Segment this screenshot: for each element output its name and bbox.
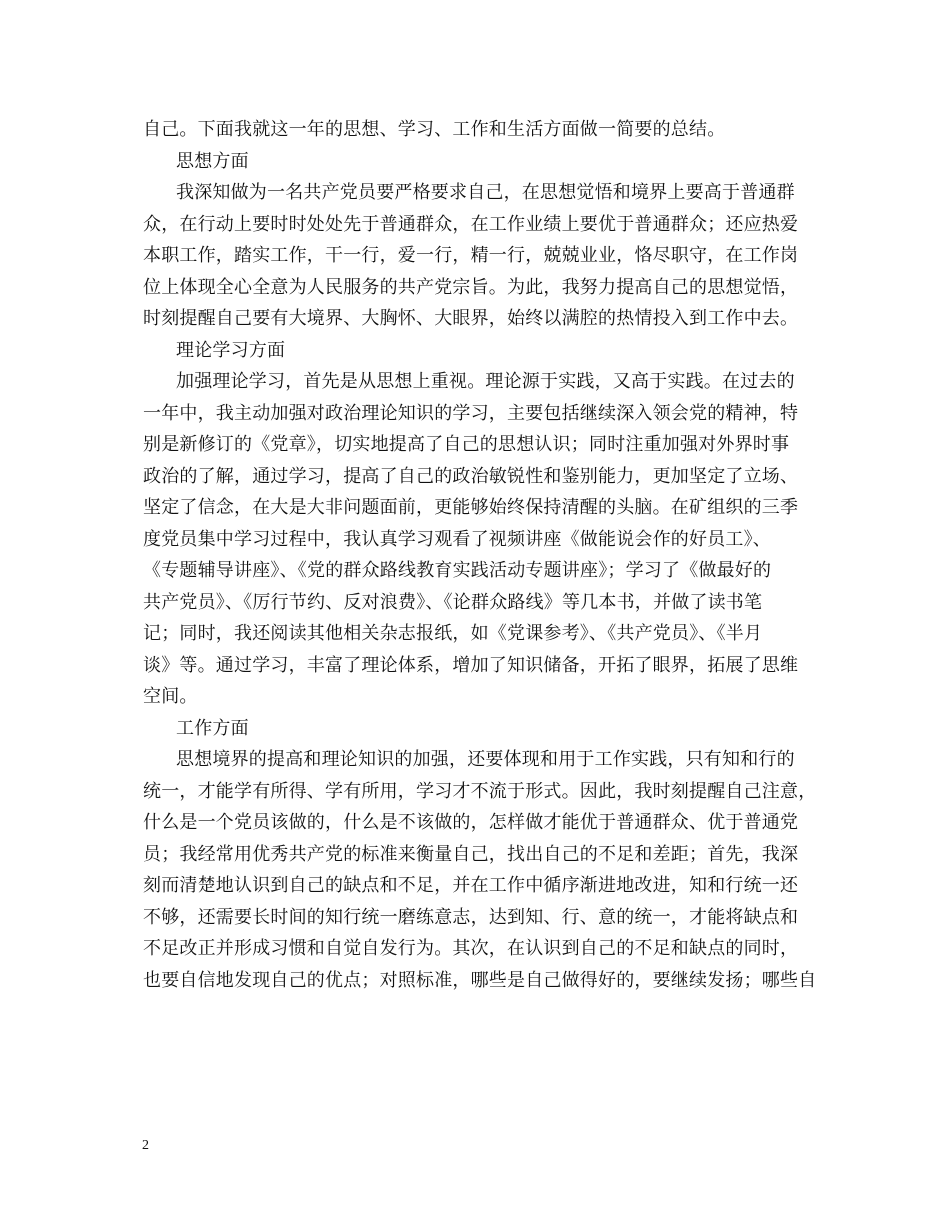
text-line: 不足改正并形成习惯和自觉自发行为。其次，在认识到自己的不足和缺点的同时，	[143, 938, 799, 959]
text-line: 记；同时，我还阅读其他相关杂志报纸，如《党课参考》、《共产党员》、《半月	[143, 623, 763, 644]
text-line: 刻而清楚地认识到自己的缺点和不足，并在工作中循序渐进地改进，知和行统一还	[143, 875, 799, 896]
page-number: 2	[142, 1138, 149, 1153]
text-line: 共产党员》、《厉行节约、反对浪费》、《论群众路线》等几本书，并做了读书笔	[143, 591, 763, 613]
text-line: 不够，还需要长时间的知行统一磨练意志，达到知、行、意的统一，才能将缺点和	[143, 906, 799, 928]
text-line: 空间。	[143, 686, 198, 707]
text-line: 政治的了解，通过学习，提高了自己的政治敏锐性和鉴别能力，更加坚定了立场、	[143, 465, 799, 487]
text-line: 度党员集中学习过程中，我认真学习观看了视频讲座《做能说会作的好员工》、	[143, 528, 771, 550]
text-line: 统一，才能学有所得、学有所用，学习才不流于形式。因此，我时刻提醒自己注意，	[143, 780, 817, 802]
text-line: 一年中，我主动加强对政治理论知识的学习，主要包括继续深入领会党的精神，特	[143, 402, 799, 424]
body-text	[143, 114, 823, 996]
text-line: 加强理论学习，首先是从思想上重视。理论源于实践，又高于实践。在过去的	[176, 371, 795, 392]
text-line: 也要自信地发现自己的优点；对照标准，哪些是自己做得好的，要继续发扬；哪些自	[143, 969, 817, 991]
section-heading-work: 工作方面	[176, 717, 249, 739]
text-line: 《专题辅导讲座》、《党的群众路线教育实践活动专题讲座》；学习了《做最好的	[143, 560, 772, 581]
text-line: 思想境界的提高和理论知识的加强，还要体现和用于工作实践，只有知和行的	[176, 749, 795, 770]
text-line: 坚定了信念，在大是大非问题面前，更能够始终保持清醒的头脑。在矿组织的三季	[143, 497, 799, 518]
text-line: 别是新修订的《党章》，切实地提高了自己的思想认识；同时注重加强对外界时事	[143, 434, 790, 455]
text-line: 本职工作，踏实工作，干一行，爱一行，精一行，兢兢业业，恪尽职守，在工作岗	[143, 245, 799, 266]
text-line: 众，在行动上要时时处处先于普通群众，在工作业绩上要优于普通群众；还应热爱	[143, 213, 799, 235]
text-line: 自己。下面我就这一年的思想、学习、工作和生活方面做一简要的总结。	[143, 119, 726, 140]
text-line: 我深知做为一名共产党员要严格要求自己，在思想觉悟和境界上要高于普通群	[176, 182, 795, 203]
section-heading-theory: 理论学习方面	[176, 339, 286, 361]
text-line: 什么是一个党员该做的，什么是不该做的，怎样做才能优于普通群众、优于普通党	[143, 812, 799, 833]
text-line: 谈》等。通过学习，丰富了理论体系，增加了知识储备，开拓了眼界，拓展了思维	[143, 654, 799, 676]
text-line: 员；我经常用优秀共产党的标准来衡量自己，找出自己的不足和差距；首先，我深	[143, 843, 799, 865]
text-line: 时刻提醒自己要有大境界、大胸怀、大眼界，始终以满腔的热情投入到工作中去。	[143, 308, 799, 329]
section-heading-thought: 思想方面	[176, 150, 249, 172]
text-line: 位上体现全心全意为人民服务的共产党宗旨。为此，我努力提高自己的思想觉悟，	[143, 276, 799, 298]
